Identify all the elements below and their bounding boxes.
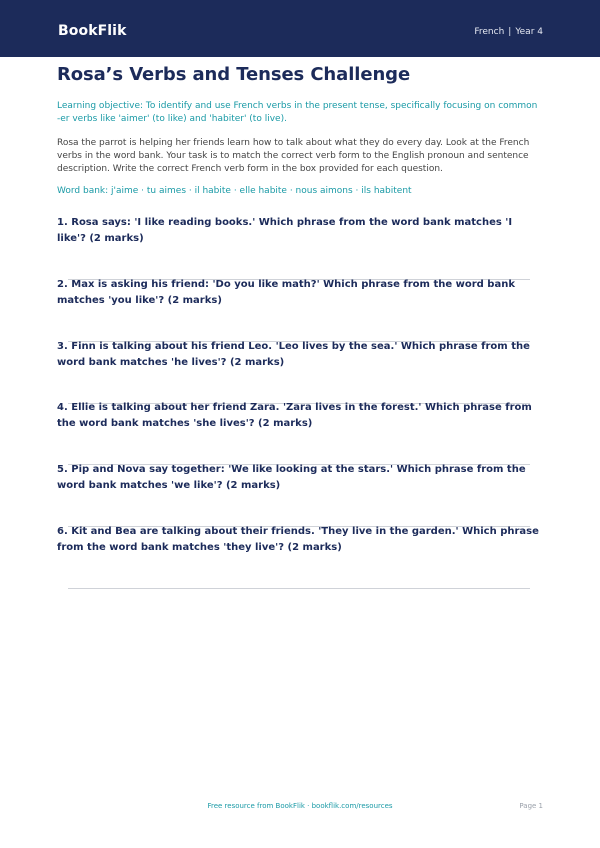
question-3: 3. Finn is talking about his friend Leo. 'Leo lives by the sea.' Which phrase from the word bank matches 'he lives'? (2 marks): [57, 341, 530, 368]
learning-objective: Learning objective: To identify and use French verbs in the present tense, specifically focusing on common -er verbs like 'aimer' (to like) and 'habiter' (to live).: [57, 101, 538, 124]
year-label: Year 4: [515, 27, 543, 37]
page-number: Page 1: [519, 802, 543, 810]
question-6: 6. Kit and Bea are talking about their friends. 'They live in the garden.' Which phrase from the word bank matches 'they live'? (2 marks): [57, 526, 539, 553]
footer-text: Free resource from BookFlik · bookflik.com/resources: [207, 802, 393, 810]
subject-label: French: [474, 27, 505, 37]
page-title: Rosa’s Verbs and Tenses Challenge: [57, 64, 411, 85]
separator: |: [508, 27, 512, 37]
word-bank: Word bank: j'aime · tu aimes · il habite · elle habite · nous aimons · ils habitent: [57, 186, 412, 196]
subject-year-label: [474, 27, 543, 37]
brand-logo-text: BookFlik: [58, 23, 127, 39]
header-bar: [0, 0, 600, 57]
question-4: 4. Ellie is talking about her friend Zara. 'Zara lives in the forest.' Which phrase from the word bank matches 'she lives'? (2 marks): [57, 402, 532, 429]
question-1: 1. Rosa says: 'I like reading books.' Which phrase from the word bank matches 'I like'? (2 marks): [57, 217, 513, 244]
intro-text: Rosa the parrot is helping her friends learn how to talk about what they do every day. Look at the French verbs in the word bank. Your task is to match the correct verb form to the English pronoun and sentence description. Write the correct French verb form in the box provided for each question.: [57, 138, 530, 174]
question-5: 5. Pip and Nova say together: 'We like looking at the stars.' Which phrase from the word bank matches 'we like'? (2 marks): [57, 464, 526, 491]
question-2: 2. Max is asking his friend: 'Do you like math?' Which phrase from the word bank matches 'you like'? (2 marks): [57, 279, 515, 306]
answer-line-6[interactable]: [68, 588, 530, 589]
